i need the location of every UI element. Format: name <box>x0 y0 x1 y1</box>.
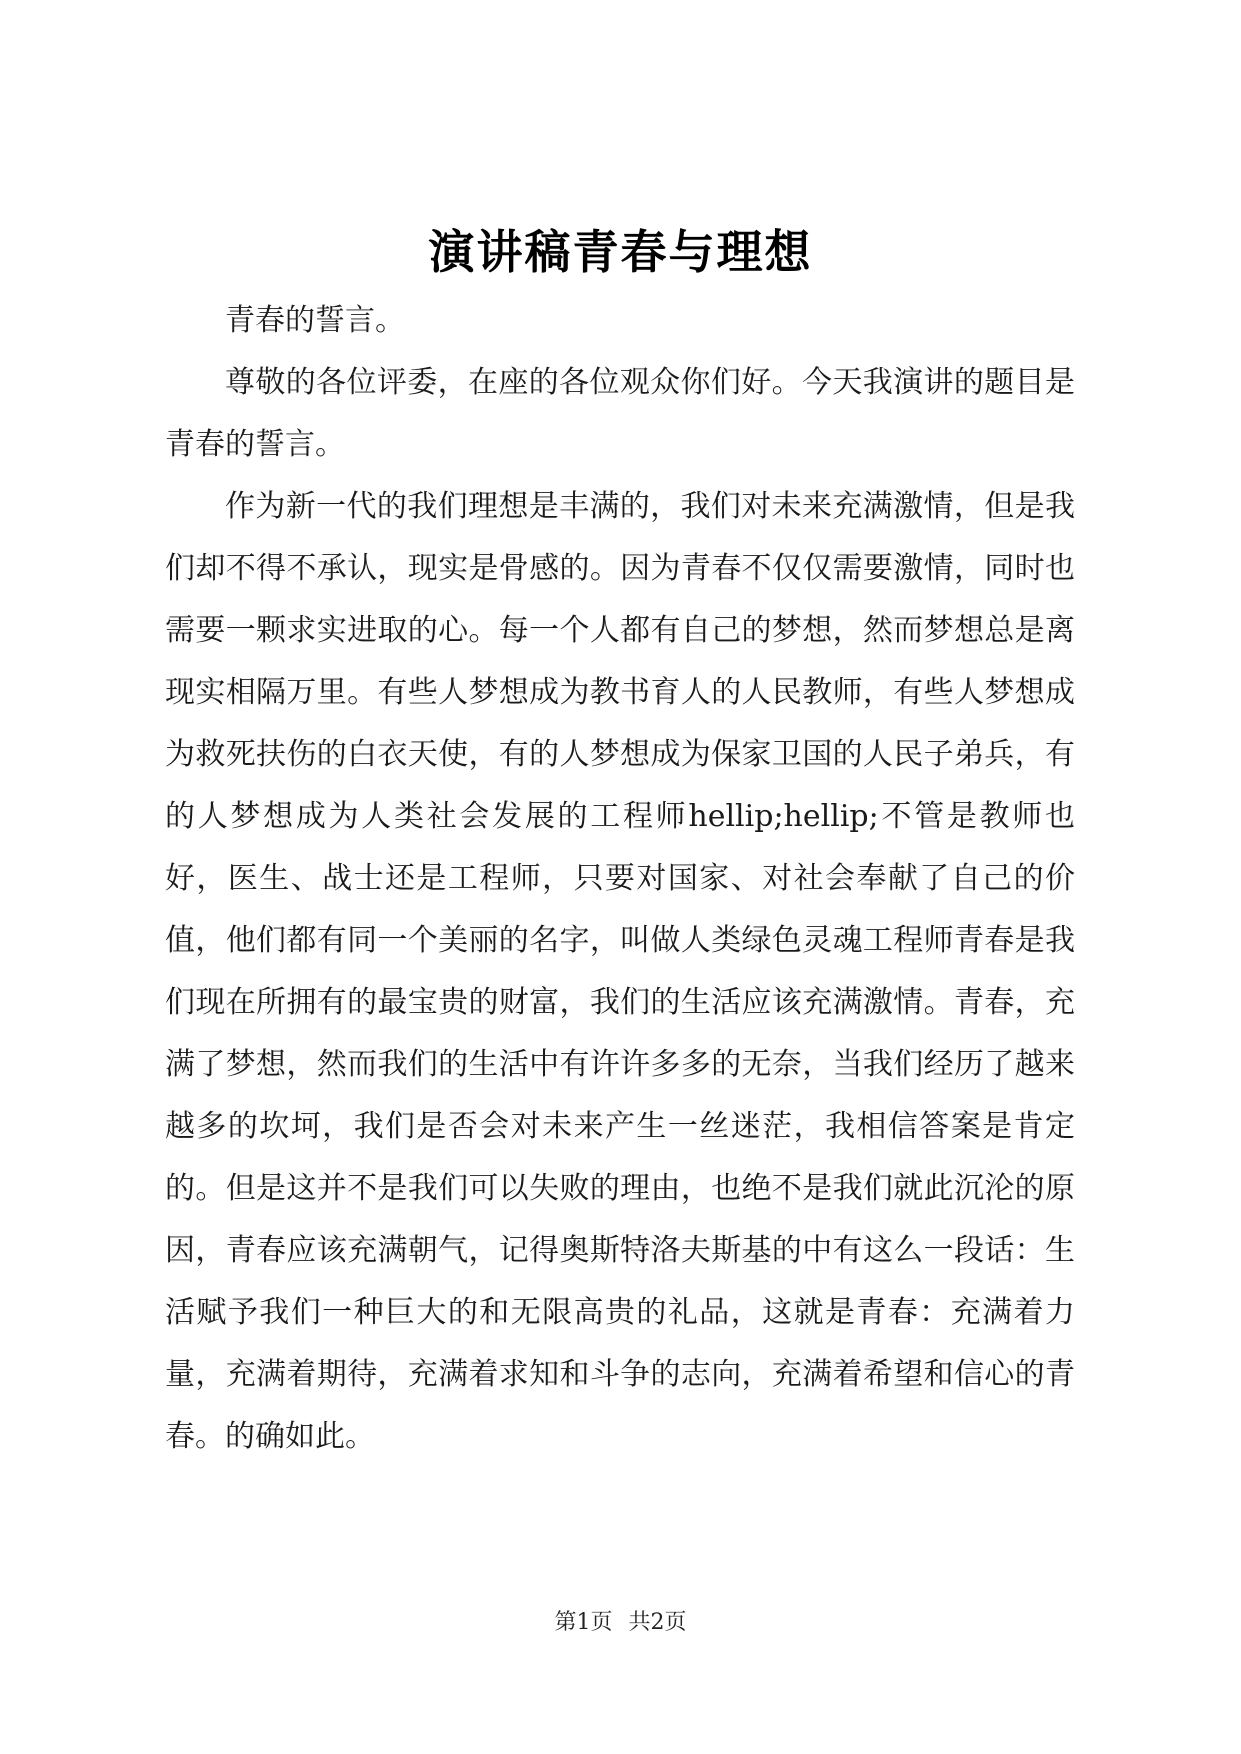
page-number: 第1页 <box>554 1610 613 1635</box>
page-footer <box>0 1608 1241 1638</box>
paragraph-3: 作为新一代的我们理想是丰满的，我们对未来充满激情，但是我们却不得不承认，现实是骨感的。因为青春不仅仅需要激情，同时也需要一颗求实进取的心。每一个人都有自己的梦想，然而梦想总是离现实相隔万里。有些人梦想成为教书育人的人民教师，有些人梦想成为救死扶伤的白衣天使，有的人梦想成为保家卫国的人民子弟兵，有的人梦想成为人类社会发展的工程师hellip;hellip;不管是教师也好，医生、战士还是工程师，只要对国家、对社会奉献了自己的价值，他们都有同一个美丽的名字，叫做人类绿色灵魂工程师青春是我们现在所拥有的最宝贵的财富，我们的生活应该充满激情。青春，充满了梦想，然而我们的生活中有许许多多的无奈，当我们经历了越来越多的坎坷，我们是否会对未来产生一丝迷茫，我相信答案是肯定的。但是这并不是我们可以失败的理由，也绝不是我们就此沉沦的原因，青春应该充满朝气，记得奥斯特洛夫斯基的中有这么一段话：生活赋予我们一种巨大的和无限高贵的礼品，这就是青春：充满着力量，充满着期待，充满着求知和斗争的志向，充满着希望和信心的青春。的确如此。 <box>165 489 1075 1454</box>
document-body <box>165 290 1075 1468</box>
paragraph-2: 尊敬的各位评委，在座的各位观众你们好。今天我演讲的题目是青春的誓言。 <box>165 365 1075 462</box>
paragraph-1: 青春的誓言。 <box>225 303 405 338</box>
page-total: 共2页 <box>628 1610 687 1635</box>
document-title: 演讲稿青春与理想 <box>428 225 813 279</box>
